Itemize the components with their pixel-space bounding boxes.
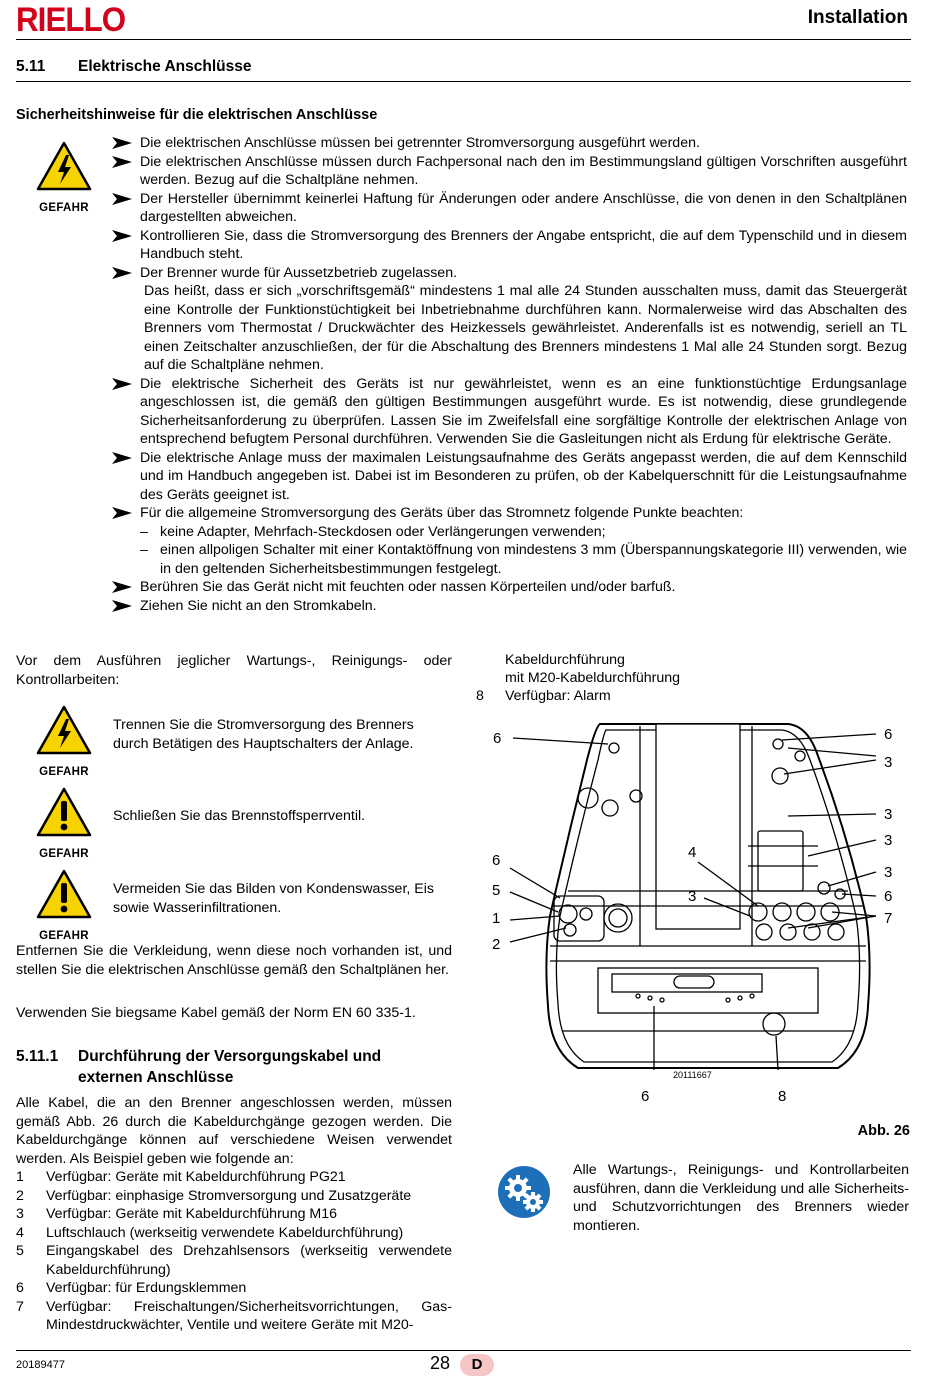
electric-hazard-icon [36, 705, 92, 755]
maintenance-gears-icon [497, 1165, 551, 1219]
language-badge: D [460, 1354, 494, 1376]
step-disconnect: Trennen Sie die Stromversorgung des Brenners durch Betätigen des Hauptschalters der Anlage. [113, 717, 414, 752]
callout-label: 3 [884, 806, 893, 823]
general-warning: GEFAHR [36, 787, 92, 863]
maintenance-icon-wrap [497, 1165, 551, 1219]
section-title: Elektrische Anschlüsse [78, 58, 252, 75]
electric-hazard-warning: GEFAHR [36, 705, 92, 781]
list-item: 7 Verfügbar: Freischaltungen/Sicherheitsvorrichtungen, Gas-Mindestdruckwächter, Ventile und weitere Geräte mit M20- [16, 1298, 452, 1333]
maintenance-note: Alle Wartungs-, Reinigungs- und Kontrollarbeiten ausführen, dann die Verkleidung und alle Sicherheits- und Schutzvorrichtungen des Brenners wieder montieren. [573, 1162, 909, 1234]
footer-rule [16, 1350, 911, 1351]
list-item: Die elektrischen Anschlüsse müssen bei getrennter Stromversorgung ausgeführt werden. [112, 134, 907, 153]
arrow-bullet-icon [112, 267, 132, 279]
list-item: Die elektrische Sicherheit des Geräts ist nur gewährleistet, wenn es an eine funktionstüchtige Erdungsanlage angeschlossen ist, die gemäß den gültigen Bestimmungen ausgeführt wurde. Es ist notwendig, diese grundlegende Sicherheitsanforderung zu überprüfen. Lassen Sie im Zweifelsfall eine sorgfältige Kontrolle der elektrischen Anlage von entsprechend befugtem Personal durchführen. Verwenden Sie die Gasleitungen nicht als Erdung für elektrische Geräte. [112, 375, 907, 449]
subsection-intro: Alle Kabel, die an den Brenner angeschlossen werden, müssen gemäß Abb. 26 durch die Kabeldurchgänge gezogen werden. Die Kabeldurchgänge können auf verschiedene Weisen verwendet werden. Als Beispiel geben wie folgende an: [16, 1095, 452, 1167]
doc-number: 20189477 [16, 1359, 65, 1371]
header-title: Installation [807, 7, 908, 28]
list-item: 3 Verfügbar: Geräte mit Kabeldurchführung M16 [16, 1206, 338, 1222]
callout-label: 3 [884, 754, 893, 771]
section-number: 5.11 [16, 58, 46, 75]
list-item: Für die allgemeine Stromversorgung des Geräts über das Stromnetz folgende Punkte beachten: [112, 504, 907, 523]
page-number: 28 [430, 1353, 451, 1373]
list-item: Die elektrischen Anschlüsse müssen durch Fachpersonal nach den im Bestimmungsland gültigen Vorschriften ausgeführt werden. Bezug auf die Schaltpläne nehmen. [112, 153, 907, 190]
figure-caption: Abb. 26 [857, 1123, 910, 1139]
callout-label: 7 [884, 910, 893, 927]
arrow-bullet-icon [112, 600, 132, 612]
callout-label: 1 [492, 910, 501, 927]
section-rule [16, 81, 911, 82]
warning-label: GEFAHR [39, 201, 89, 214]
list-item: 1 Verfügbar: Geräte mit Kabeldurchführung PG21 [16, 1169, 346, 1185]
list-item: 5 Eingangskabel des Drehzahlsensors (werkseitig verwendete Kabeldurchführung) [16, 1243, 452, 1278]
callout-label: 6 [884, 726, 893, 743]
list-item: Kontrollieren Sie, dass die Stromversorgung des Brenners der Angabe entspricht, die auf dem Typenschild und in diesem Handbuch steht. [112, 227, 907, 264]
cable-list-continuation: Kabeldurchführung mit M20-Kabeldurchführung [505, 652, 681, 686]
electric-hazard-warning [36, 141, 92, 217]
arrow-bullet-icon [112, 452, 132, 464]
list-item: – keine Adapter, Mehrfach-Steckdosen oder Verlängerungen verwenden; [140, 523, 606, 540]
safety-title: Sicherheitshinweise für die elektrischen Anschlüsse [16, 107, 378, 123]
intermittent-paragraph: Das heißt, dass er sich „vorschriftsgemäß“ mindestens 1 mal alle 24 Stunden ausschalten muss, damit das Steuergerät eine Kontrolle der Funktionstüchtigkeit bei Inbetriebnahme durchführen kann. Normalerweise wird das Abschalten des Brenners vom Thermostat / Druckwächter des Heizkessels gewährleistet. Anderenfalls ist es notwendig, seriell an TL einen Zeitschalter anzuschließen, der für die Abschaltung des Brenners mindestens 1 Mal alle 24 Stunden sorgt. Bezug auf die Schaltpläne nehmen. [144, 283, 907, 373]
arrow-bullet-icon [112, 507, 132, 519]
callout-label: 6 [492, 852, 501, 869]
callout-label: 2 [492, 936, 501, 953]
callout-label: 3 [688, 888, 697, 905]
callout-label: 4 [688, 844, 697, 861]
dash-list [112, 523, 907, 579]
flexible-cables-text: Verwenden Sie biegsame Kabel gemäß der Norm EN 60 335-1. [16, 1005, 416, 1021]
subsection-number: 5.11.1 [16, 1048, 59, 1065]
figure-code: 20111667 [673, 1070, 712, 1080]
list-item: Der Brenner wurde für Aussetzbetrieb zugelassen. [112, 264, 907, 283]
header-rule [16, 39, 911, 40]
before-maintenance-text: Vor dem Ausführen jeglicher Wartungs-, Reinigungs- oder Kontrollarbeiten: [16, 653, 452, 688]
step-close-valve: Schließen Sie das Brennstoffsperrventil. [113, 808, 366, 824]
callout-label: 6 [641, 1088, 650, 1105]
callout-label: 6 [493, 730, 502, 747]
burner-base-drawing [488, 716, 908, 1096]
exclamation-warning-icon [36, 787, 92, 837]
subsection-heading [16, 1046, 452, 1088]
step-avoid-condensation: Vermeiden Sie das Bilden von Kondenswasser, Eis sowie Wasserinfiltrationen. [113, 881, 434, 916]
cable-list-item-8: 8 Verfügbar: Alarm [476, 688, 611, 704]
arrow-bullet-icon [112, 230, 132, 242]
list-item: Der Hersteller übernimmt keinerlei Haftung für Änderungen oder andere Anschlüsse, die von denen in den Schaltplänen dargestellten abweichen. [112, 190, 907, 227]
callout-label: 3 [884, 864, 893, 881]
section-heading [16, 58, 251, 77]
list-item: Berühren Sie das Gerät nicht mit feuchten oder nassen Körperteilen und/oder barfuß. [112, 578, 907, 597]
list-item: 2 Verfügbar: einphasige Stromversorgung und Zusatzgeräte [16, 1187, 412, 1204]
list-item: – einen allpoligen Schalter mit einer Kontaktöffnung von mindestens 3 mm (Überspannungskategorie III) verwenden, wie in den geltenden Sicherheitsbestimmungen festgelegt. [140, 542, 907, 577]
arrow-bullet-icon [112, 137, 132, 149]
callout-label: 6 [884, 888, 893, 905]
callout-label: 3 [884, 832, 893, 849]
list-item: 4 Luftschlauch (werkseitig verwendete Kabeldurchführung) [16, 1224, 404, 1241]
arrow-bullet-icon [112, 581, 132, 593]
list-item: Ziehen Sie nicht an den Stromkabeln. [112, 597, 907, 616]
general-warning: GEFAHR [36, 869, 92, 945]
callout-label: 5 [492, 882, 501, 899]
list-item: Die elektrische Anlage muss der maximalen Leistungsaufnahme des Geräts angepasst werden, die auf dem Kennschild und im Handbuch angegeben ist. Dabei ist im Besonderen zu prüfen, ob der Kabelquerschnitt für die Leistungsaufnahme des Geräts geeignet ist. [112, 449, 907, 505]
arrow-bullet-icon [112, 156, 132, 168]
arrow-bullet-icon [112, 378, 132, 390]
electric-hazard-icon [36, 141, 92, 191]
exclamation-warning-icon [36, 869, 92, 919]
callout-label: 8 [778, 1088, 787, 1105]
cable-list [16, 1168, 452, 1335]
list-item: 6 Verfügbar: für Erdungsklemmen [16, 1280, 247, 1296]
remove-cover-text: Entfernen Sie die Verkleidung, wenn diese noch vorhanden ist, und stellen Sie die elektrischen Anschlüsse gemäß den Schaltplänen her. [16, 943, 452, 978]
cable-gland-diagram [488, 716, 908, 1105]
riello-logo: RIELLO [16, 1, 126, 39]
subsection-title: Durchführung der Versorgungskabel und externen Anschlüsse [78, 1048, 382, 1086]
safety-bullets [112, 134, 907, 615]
arrow-bullet-icon [112, 193, 132, 205]
